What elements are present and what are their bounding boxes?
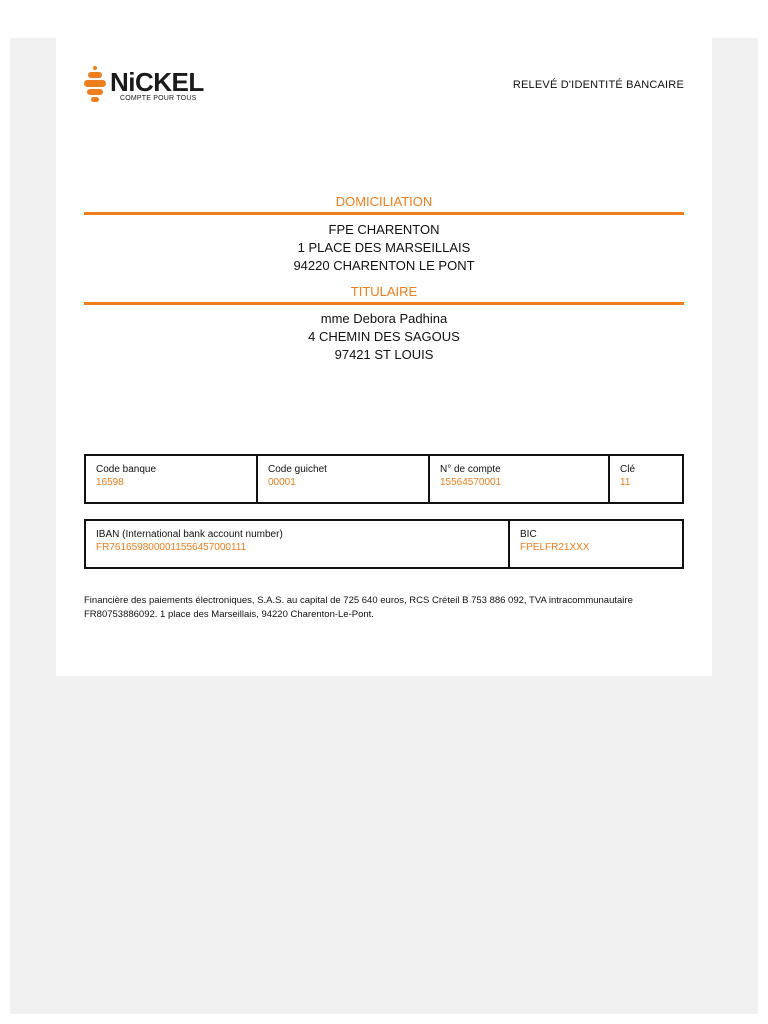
bank-codes-table bbox=[84, 454, 684, 504]
domiciliation-heading: DOMICILIATION bbox=[335, 194, 433, 209]
domiciliation-address bbox=[84, 221, 684, 275]
domiciliation-line: 94220 CHARENTON LE PONT bbox=[293, 258, 475, 273]
cle-label: Clé bbox=[620, 464, 636, 475]
bic-cell bbox=[509, 520, 683, 568]
iban-cell bbox=[85, 520, 509, 568]
titulaire-line: 97421 ST LOUIS bbox=[334, 347, 434, 362]
titulaire-address bbox=[84, 310, 684, 364]
iban-bic-table bbox=[84, 519, 684, 569]
bic-value: FPELFR21XXX bbox=[520, 542, 590, 553]
code-banque-label: Code banque bbox=[96, 464, 157, 475]
domiciliation-divider bbox=[84, 212, 684, 215]
cle-cell bbox=[609, 455, 683, 503]
iban-label: IBAN (International bank account number) bbox=[96, 529, 283, 540]
domiciliation-line: 1 PLACE DES MARSEILLAIS bbox=[297, 240, 471, 255]
document-title: RELEVÉ D'IDENTITÉ BANCAIRE bbox=[512, 79, 684, 91]
code-guichet-label: Code guichet bbox=[268, 464, 327, 475]
numero-compte-label: N° de compte bbox=[440, 464, 501, 475]
code-guichet-cell bbox=[257, 455, 429, 503]
brand-name: NiCKEL bbox=[110, 67, 204, 97]
nickel-bee-icon bbox=[84, 66, 106, 104]
domiciliation-line: FPE CHARENTON bbox=[328, 222, 440, 237]
titulaire-line: 4 CHEMIN DES SAGOUS bbox=[308, 329, 460, 344]
code-banque-cell bbox=[85, 455, 257, 503]
numero-compte-cell bbox=[429, 455, 609, 503]
legal-footer: Financière des paiements électroniques, S.A.S. au capital de 725 640 euros, RCS Créteil B 753 886 092, TVA intracommunautaire FR80753886092. 1 place des Marseillais, 94220 Charenton-Le-Pont. bbox=[84, 595, 633, 620]
titulaire-line: mme Debora Padhina bbox=[320, 311, 448, 326]
iban-value: FR7616598000011556457000111 bbox=[96, 542, 247, 553]
code-banque-value: 16598 bbox=[96, 477, 124, 488]
cle-value: 11 bbox=[620, 477, 631, 488]
numero-compte-value: 15564570001 bbox=[440, 477, 502, 488]
titulaire-divider bbox=[84, 302, 684, 305]
brand-tagline: COMPTE POUR TOUS bbox=[120, 95, 197, 102]
nickel-logo bbox=[84, 66, 208, 106]
titulaire-heading: TITULAIRE bbox=[350, 284, 418, 299]
rib-page bbox=[56, 38, 712, 676]
code-guichet-value: 00001 bbox=[268, 477, 296, 488]
bic-label: BIC bbox=[520, 529, 537, 540]
